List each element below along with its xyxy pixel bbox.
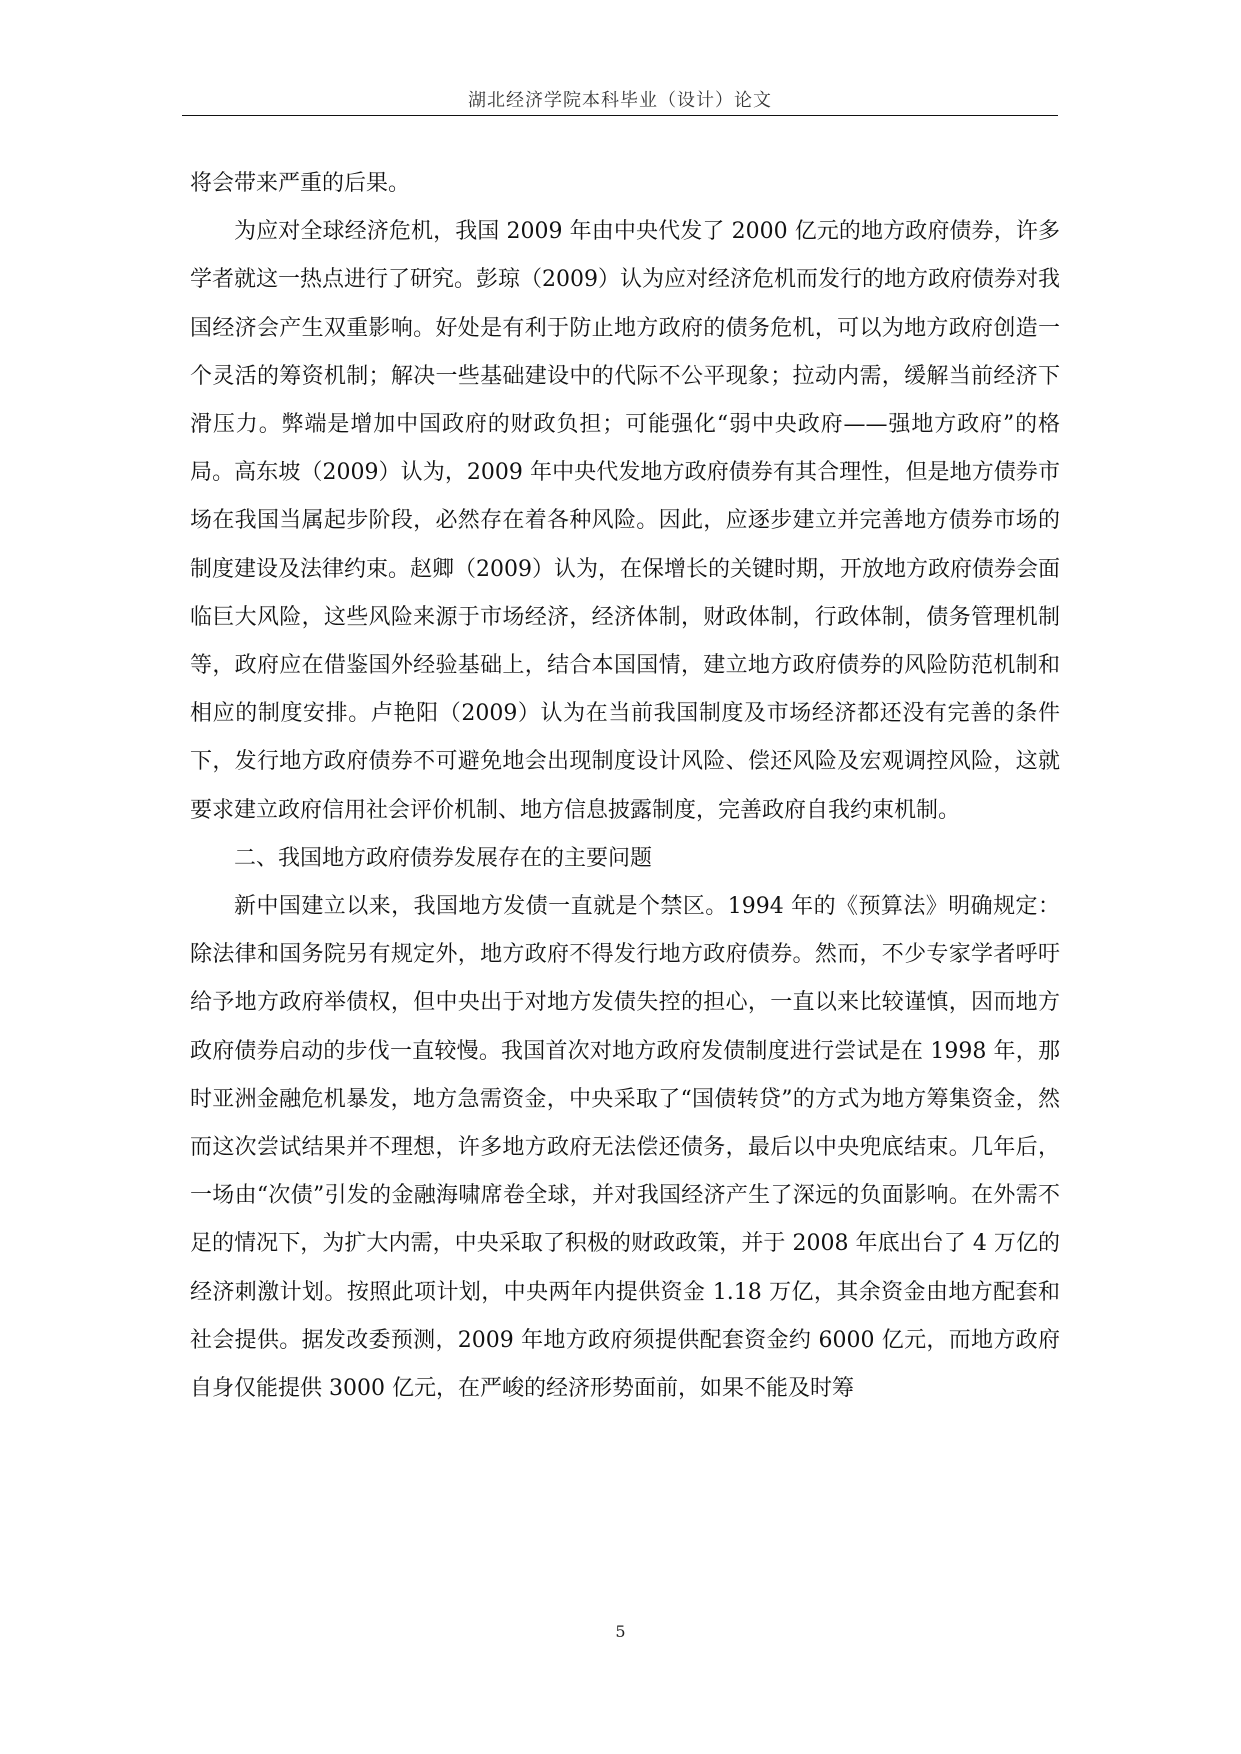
header-divider — [182, 115, 1058, 116]
paragraph-literature-review: 为应对全球经济危机，我国 2009 年由中央代发了 2000 亿元的地方政府债券，许多学者就这一热点进行了研究。彭琼（2009）认为应对经济危机而发行的地方政府债券对我国经济会产生双重影响。好处是有利于防止地方政府的债务危机，可以为地方政府创造一个灵活的筹资机制；解决一些基础建设中的代际不公平现象；拉动内需，缓解当前经济下滑压力。弊端是增加中国政府的财政负担；可能强化“弱中央政府——强地方政府”的格局。高东坡（2009）认为，2009 年中央代发地方政府债券有其合理性，但是地方债券市场在我国当属起步阶段，必然存在着各种风险。因此，应逐步建立并完善地方债券市场的制度建设及法律约束。赵卿（2009）认为，在保增长的关键时期，开放地方政府债券会面临巨大风险，这些风险来源于市场经济，经济体制，财政体制，行政体制，债务管理机制等，政府应在借鉴国外经验基础上，结合本国国情，建立地方政府债券的风险防范机制和相应的制度安排。卢艳阳（2009）认为在当前我国制度及市场经济都还没有完善的条件下，发行地方政府债券不可避免地会出现制度设计风险、偿还风险及宏观调控风险，这就要求建立政府信用社会评价机制、地方信息披露制度，完善政府自我约束机制。 — [190, 219, 1060, 823]
document-body — [190, 160, 1060, 1413]
page-number: 5 — [615, 1622, 626, 1641]
section-heading: 二、我国地方政府债券发展存在的主要问题 — [234, 845, 653, 871]
paragraph-history: 新中国建立以来，我国地方发债一直就是个禁区。1994 年的《预算法》明确规定：除法律和国务院另有规定外，地方政府不得发行地方政府债券。然而，不少专家学者呼吁给予地方政府举债权，但中央出于对地方发债失控的担心，一直以来比较谨慎，因而地方政府债券启动的步伐一直较慢。我国首次对地方政府发债制度进行尝试是在 1998 年，那时亚洲金融危机暴发，地方急需资金，中央采取了“国债转贷”的方式为地方筹集资金，然而这次尝试结果并不理想，许多地方政府无法偿还债务，最后以中央兜底结束。几年后，一场由“次债”引发的金融海啸席卷全球，并对我国经济产生了深远的负面影响。在外需不足的情况下，为扩大内需，中央采取了积极的财政政策，并于 2008 年底出台了 4 万亿的经济刺激计划。按照此项计划，中央两年内提供资金 1.18 万亿，其余资金由地方配套和社会提供。据发改委预测，2009 年地方政府须提供配套资金约 6000 亿元，而地方政府自身仅能提供 3000 亿元，在严峻的经济形势面前，如果不能及时筹 — [190, 894, 1060, 1402]
paragraph-continuation: 将会带来严重的后果。 — [190, 171, 411, 196]
page-header-title: 湖北经济学院本科毕业（设计）论文 — [468, 90, 772, 111]
